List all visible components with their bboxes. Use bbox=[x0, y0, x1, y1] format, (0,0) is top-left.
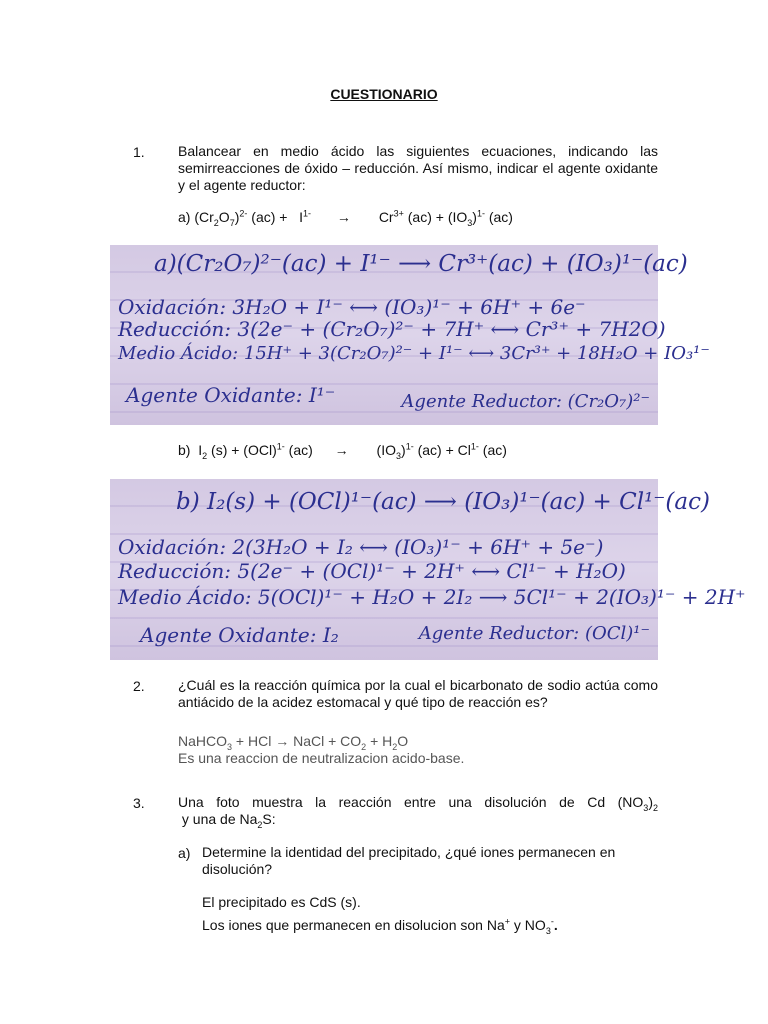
photo-b-line-5-right: Agente Reductor: (OCl)¹⁻ bbox=[418, 623, 650, 644]
photo-a-line-1: a)(Cr₂O₇)²⁻(ac) + I¹⁻ ⟶ Cr³⁺(ac) + (IO₃)¹⁻(ac) bbox=[154, 251, 688, 277]
equation-neutralization: NaHCO$_3$ + HCl → NaCl + $CO_2 + H_2O$ bbox=[178, 733, 409, 752]
photo-a-line-4: Medio Ácido: 15H⁺ + 3(Cr₂O₇)²⁻ + I¹⁻ ⟷ 3Cr³⁺ + 18H₂O + IO₃¹⁻ bbox=[118, 343, 710, 364]
arrow-icon: → bbox=[336, 209, 351, 225]
answer-2: Es una reaccion de neutralizacion acido-base. bbox=[178, 750, 465, 766]
question-1-text: Balancear en medio ácido las siguientes ecuaciones, indicando las semirreacciones de óxido – reducción. Así mismo, indicar el agente oxidante y el agente reductor: bbox=[178, 143, 658, 193]
photo-a-line-5-left: Agente Oxidante: I¹⁻ bbox=[126, 383, 336, 407]
photo-b-line-3: Reducción: 5(2e⁻ + (OCl)¹⁻ + 2H⁺ ⟷ Cl¹⁻ + H₂O) bbox=[118, 559, 626, 583]
question-number-3: 3. bbox=[133, 795, 145, 811]
equation-a: a) $(Cr_2O_7)^{2-}$ $(ac) + I^{1-} \to Cr^{3+}$ $(ac) + (IO_3)^{1-}$ (ac) bbox=[178, 208, 513, 228]
handwritten-photo-a bbox=[110, 245, 710, 425]
equation-b: b) $I_2$ (s) + (OCl)$^{1-}$ $(ac) \to (IO_3)^{1-}$ $(ac) + Cl^{1-}$ (ac) bbox=[178, 441, 507, 461]
photo-b-line-5-left: Agente Oxidante: I₂ bbox=[140, 623, 339, 647]
answer-3a-line-2: Los iones que permanecen en disolucion son Na+ y $NO_3^-$. bbox=[202, 916, 558, 936]
photo-a-line-3: Reducción: 3(2e⁻ + (Cr₂O₇)²⁻ + 7H⁺ ⟷ Cr³⁺ + 7H2O) bbox=[118, 317, 666, 341]
page-title: CUESTIONARIO bbox=[330, 86, 438, 102]
question-number-1: 1. bbox=[133, 144, 145, 160]
photo-a-line-2: Oxidación: 3H₂O + I¹⁻ ⟷ (IO₃)¹⁻ + 6H⁺ + 6e⁻ bbox=[118, 295, 586, 319]
question-3-text: Una foto muestra la reacción entre una disolución de Cd $(NO_3)_2$ y una de $Na_2S$: bbox=[178, 794, 658, 830]
arrow-icon: → bbox=[334, 442, 349, 458]
photo-a-line-5-right: Agente Reductor: (Cr₂O₇)²⁻ bbox=[401, 391, 650, 412]
question-number-2: 2. bbox=[133, 678, 145, 694]
photo-b-line-1: b) I₂(s) + (OCl)¹⁻(ac) ⟶ (IO₃)¹⁻(ac) + Cl¹⁻(ac) bbox=[176, 489, 710, 515]
question-3a-text: Determine la identidad del precipitado, ¿qué iones permanecen en disolución? bbox=[202, 844, 616, 877]
handwritten-photo-b bbox=[110, 479, 746, 660]
photo-b-line-2: Oxidación: 2(3H₂O + I₂ ⟷ (IO₃)¹⁻ + 6H⁺ + 5e⁻) bbox=[118, 535, 604, 559]
question-2-text: ¿Cuál es la reacción química por la cual el bicarbonato de sodio actúa como antiácido de la acidez estomacal y qué tipo de reacción es? bbox=[178, 677, 658, 710]
photo-b-line-4: Medio Ácido: 5(OCl)¹⁻ + H₂O + 2I₂ ⟶ 5Cl¹⁻ + 2(IO₃)¹⁻ + 2H⁺ bbox=[118, 585, 746, 609]
question-3a-label: a) bbox=[178, 845, 191, 861]
answer-3a-line-1: El precipitado es CdS (s). bbox=[202, 894, 361, 910]
